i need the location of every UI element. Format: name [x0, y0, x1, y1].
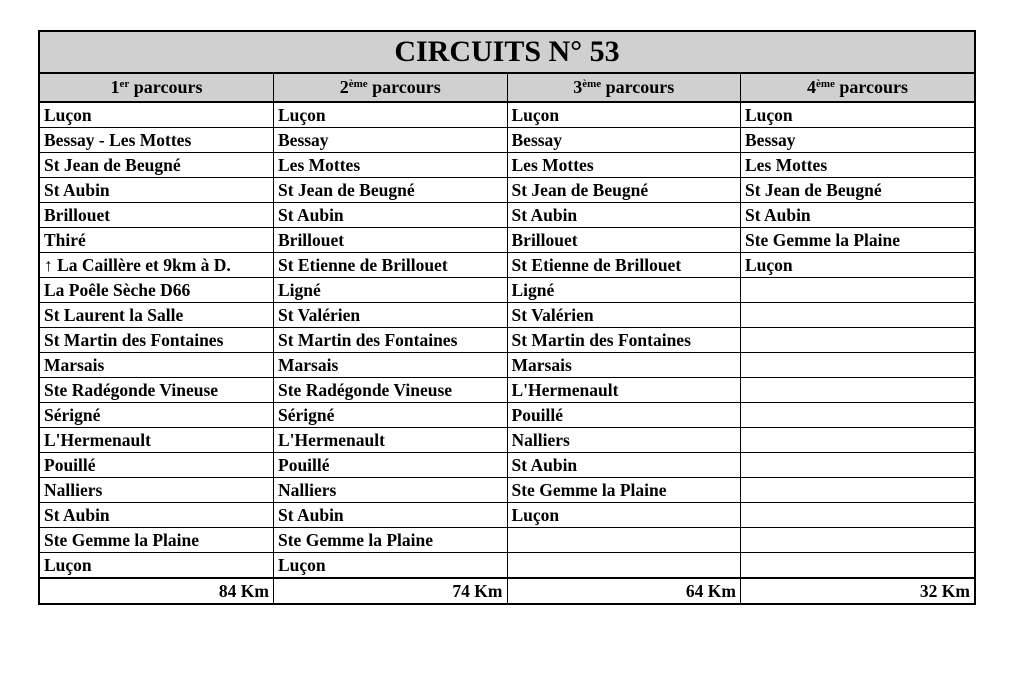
stop-cell: [741, 303, 975, 328]
table-row: [40, 428, 974, 453]
table-row: [40, 353, 974, 378]
table-row: [40, 178, 974, 203]
table-row: [40, 102, 974, 128]
stop-cell: Bessay: [274, 128, 508, 153]
stop-cell: Luçon: [274, 102, 508, 128]
stop-cell: Luçon: [741, 253, 975, 278]
stop-cell: Luçon: [507, 503, 741, 528]
header-parcours-1: 1er parcours: [40, 74, 274, 102]
table-row: [40, 553, 974, 579]
table-row: [40, 328, 974, 353]
stop-cell: St Etienne de Brillouet: [274, 253, 508, 278]
stop-cell: Luçon: [40, 553, 274, 579]
circuits-table: [40, 74, 974, 603]
stop-cell: Marsais: [40, 353, 274, 378]
stop-cell: Ste Gemme la Plaine: [40, 528, 274, 553]
stop-cell: [741, 503, 975, 528]
stop-cell: Sérigné: [274, 403, 508, 428]
table-row: [40, 228, 974, 253]
stop-cell: [741, 453, 975, 478]
stop-cell: ↑ La Caillère et 9km à D.: [40, 253, 274, 278]
stop-cell: Brillouet: [507, 228, 741, 253]
table-row: [40, 128, 974, 153]
stop-cell: Brillouet: [274, 228, 508, 253]
stop-cell: Luçon: [741, 102, 975, 128]
stop-cell: Pouillé: [507, 403, 741, 428]
table-row: [40, 403, 974, 428]
stop-cell: St Jean de Beugné: [40, 153, 274, 178]
table-row: [40, 278, 974, 303]
stop-cell: [507, 528, 741, 553]
stop-cell: Pouillé: [40, 453, 274, 478]
stop-cell: Bessay: [741, 128, 975, 153]
stop-cell: [741, 278, 975, 303]
stop-cell: Ligné: [274, 278, 508, 303]
stop-cell: Marsais: [507, 353, 741, 378]
stop-cell: Sérigné: [40, 403, 274, 428]
table-row: [40, 203, 974, 228]
stop-cell: La Poêle Sèche D66: [40, 278, 274, 303]
stop-cell: St Martin des Fontaines: [274, 328, 508, 353]
stop-cell: St Aubin: [40, 178, 274, 203]
stop-cell: Ste Gemme la Plaine: [274, 528, 508, 553]
stop-cell: Thiré: [40, 228, 274, 253]
stop-cell: St Jean de Beugné: [741, 178, 975, 203]
stop-cell: L'Hermenault: [274, 428, 508, 453]
table-row: [40, 478, 974, 503]
stop-cell: Ste Gemme la Plaine: [741, 228, 975, 253]
total-parcours-1: 84 Km: [40, 578, 274, 603]
stop-cell: Nalliers: [40, 478, 274, 503]
stop-cell: St Aubin: [507, 453, 741, 478]
stop-cell: St Aubin: [274, 503, 508, 528]
stop-cell: [741, 403, 975, 428]
stop-cell: St Jean de Beugné: [507, 178, 741, 203]
stop-cell: Les Mottes: [507, 153, 741, 178]
stop-cell: Nalliers: [274, 478, 508, 503]
stop-cell: St Etienne de Brillouet: [507, 253, 741, 278]
stop-cell: Ste Radégonde Vineuse: [40, 378, 274, 403]
stop-cell: [741, 528, 975, 553]
stop-cell: [741, 328, 975, 353]
table-row: [40, 378, 974, 403]
stop-cell: Ste Radégonde Vineuse: [274, 378, 508, 403]
table-row: [40, 503, 974, 528]
stop-cell: St Martin des Fontaines: [40, 328, 274, 353]
stop-cell: Les Mottes: [741, 153, 975, 178]
stop-cell: St Valérien: [274, 303, 508, 328]
total-parcours-4: 32 Km: [741, 578, 975, 603]
stop-cell: St Jean de Beugné: [274, 178, 508, 203]
stop-cell: Luçon: [40, 102, 274, 128]
header-parcours-3: 3ème parcours: [507, 74, 741, 102]
stop-cell: Pouillé: [274, 453, 508, 478]
stop-cell: [741, 478, 975, 503]
stop-cell: [741, 553, 975, 579]
stop-cell: L'Hermenault: [40, 428, 274, 453]
stop-cell: Marsais: [274, 353, 508, 378]
stop-cell: Bessay: [507, 128, 741, 153]
page-title: CIRCUITS N° 53: [40, 32, 974, 74]
table-row: [40, 153, 974, 178]
table-row: [40, 253, 974, 278]
table-row: [40, 303, 974, 328]
stop-cell: Ste Gemme la Plaine: [507, 478, 741, 503]
header-parcours-2: 2ème parcours: [274, 74, 508, 102]
stop-cell: St Aubin: [40, 503, 274, 528]
table-row: [40, 528, 974, 553]
stop-cell: Nalliers: [507, 428, 741, 453]
stop-cell: St Laurent la Salle: [40, 303, 274, 328]
stop-cell: Les Mottes: [274, 153, 508, 178]
total-parcours-2: 74 Km: [274, 578, 508, 603]
stop-cell: [507, 553, 741, 579]
circuits-sheet: [38, 30, 976, 605]
table-body: [40, 102, 974, 578]
header-row: [40, 74, 974, 102]
stop-cell: St Aubin: [741, 203, 975, 228]
stop-cell: St Aubin: [507, 203, 741, 228]
stop-cell: Brillouet: [40, 203, 274, 228]
stop-cell: [741, 378, 975, 403]
stop-cell: St Martin des Fontaines: [507, 328, 741, 353]
header-parcours-4: 4ème parcours: [741, 74, 975, 102]
stop-cell: Luçon: [274, 553, 508, 579]
stop-cell: [741, 353, 975, 378]
stop-cell: Ligné: [507, 278, 741, 303]
totals-row: [40, 578, 974, 603]
stop-cell: [741, 428, 975, 453]
stop-cell: L'Hermenault: [507, 378, 741, 403]
total-parcours-3: 64 Km: [507, 578, 741, 603]
stop-cell: St Aubin: [274, 203, 508, 228]
stop-cell: St Valérien: [507, 303, 741, 328]
stop-cell: Bessay - Les Mottes: [40, 128, 274, 153]
table-row: [40, 453, 974, 478]
stop-cell: Luçon: [507, 102, 741, 128]
